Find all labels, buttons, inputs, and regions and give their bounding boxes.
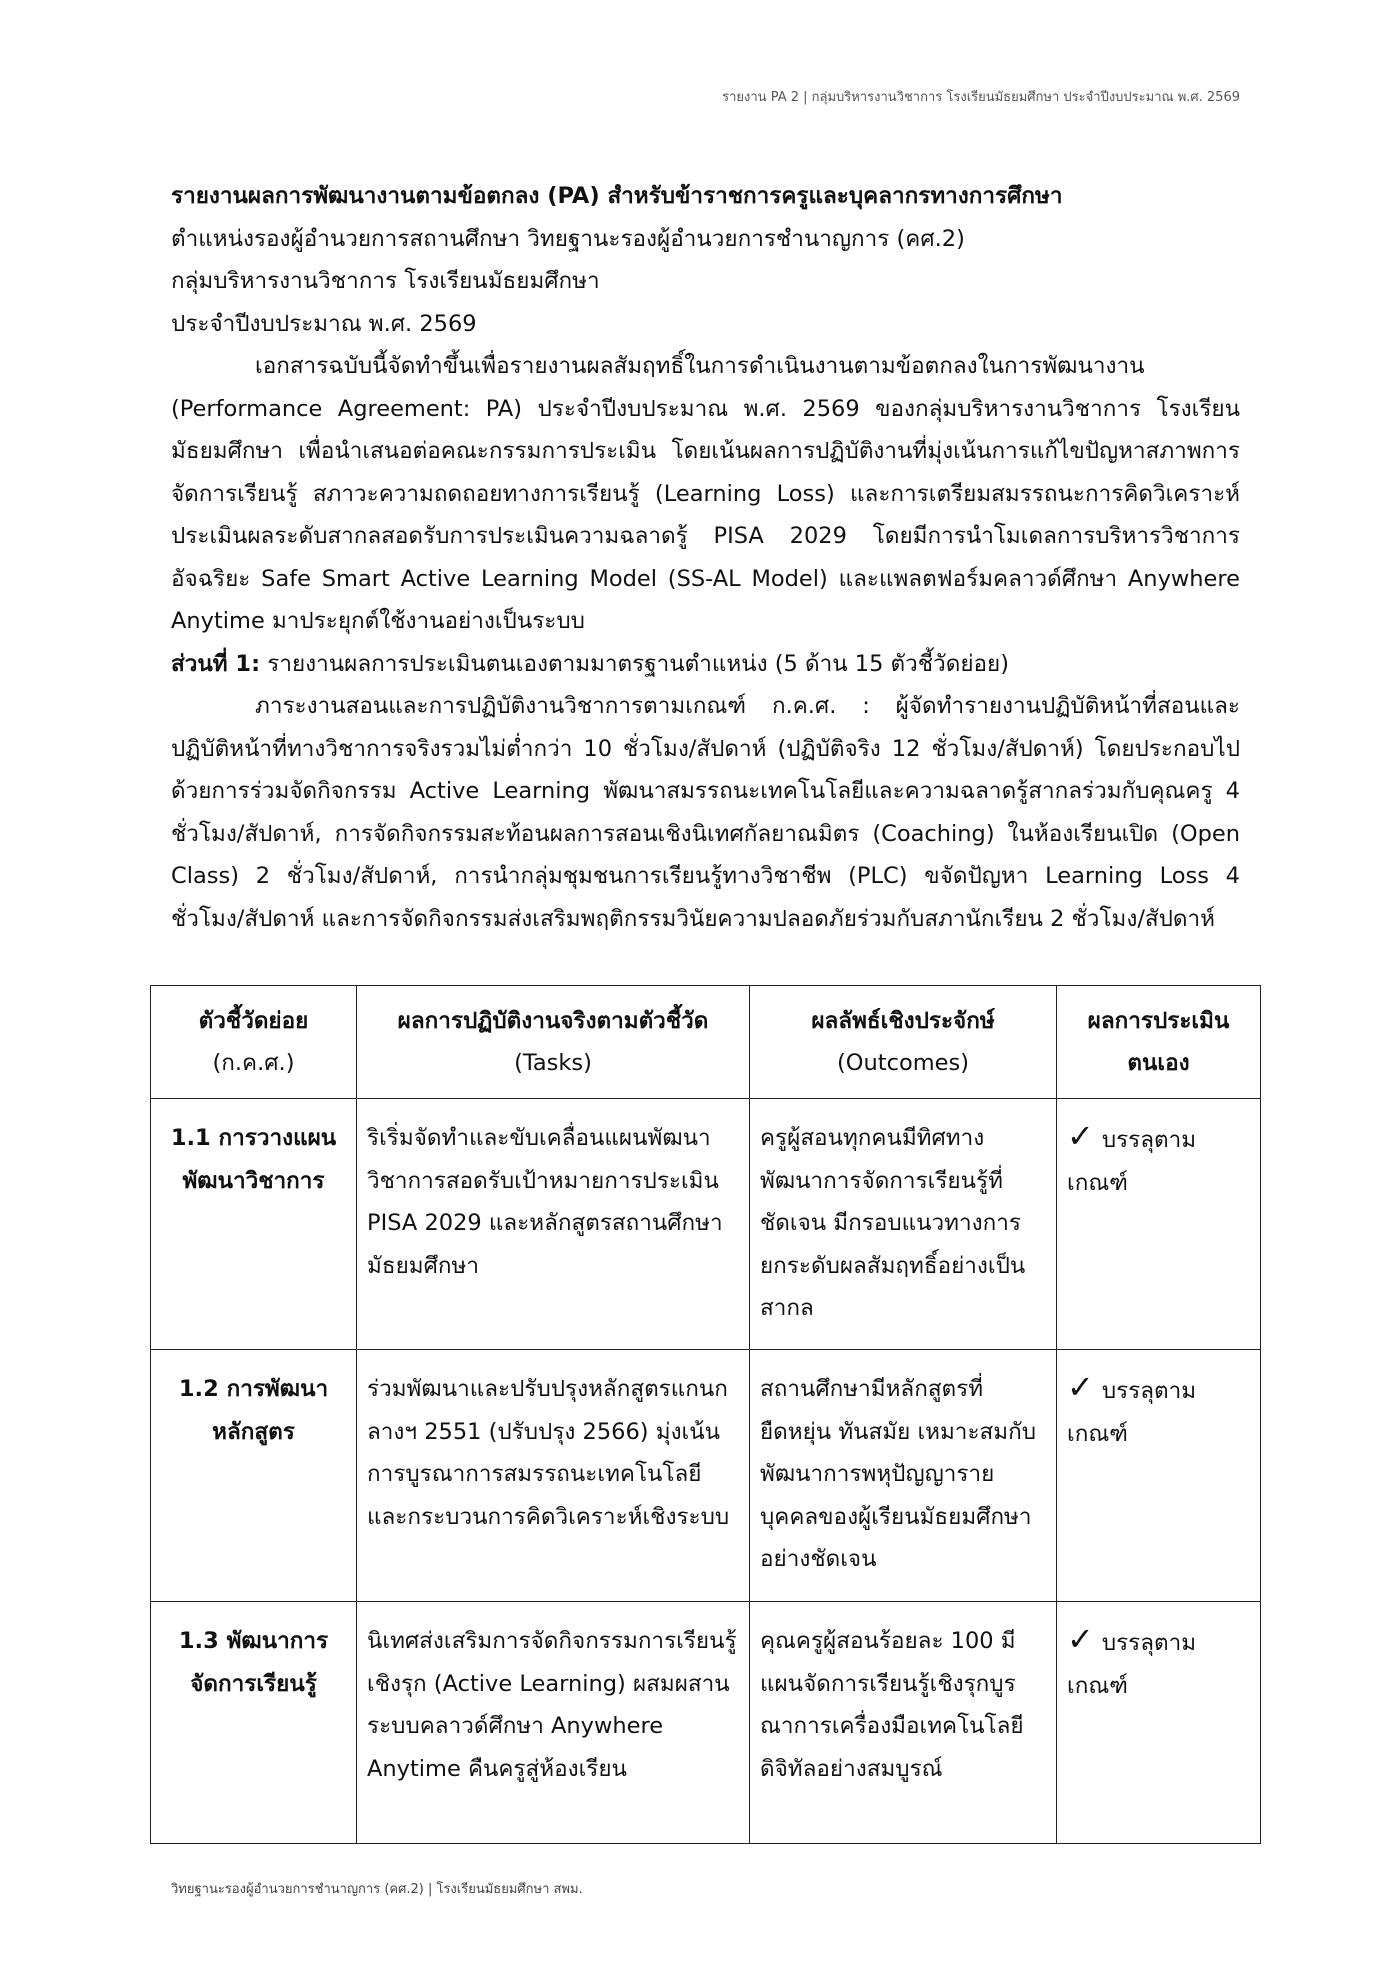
check-icon: ✓ [1067,1117,1094,1155]
tasks-cell: ร่วมพัฒนาและปรับปรุงหลักสูตรแกนกลางฯ 2551 (ปรับปรุง 2566) มุ่งเน้นการบูรณาการสมรรถนะเทคโนโลยีและกระบวนการคิดวิเคราะห์เชิงระบบ [357,1350,750,1602]
table-header-row [151,986,1261,1099]
outcomes-cell: สถานศึกษามีหลักสูตรที่ยืดหยุ่น ทันสมัย เหมาะสมกับพัฒนาการพหุปัญญารายบุคคลของผู้เรียนมัธยมศึกษาอย่างชัดเจน [750,1350,1057,1602]
header-outcomes: ผลลัพธ์เชิงประจักษ์ (Outcomes) [750,986,1057,1099]
document-body [171,175,1240,940]
indicator-cell: 1.2 การพัฒนาหลักสูตร [151,1350,357,1602]
header-self-assessment: ผลการประเมิน ตนเอง [1057,986,1261,1099]
section-text: รายงานผลการประเมินตนเองตามมาตรฐานตำแหน่ง (5 ด้าน 15 ตัวชี้วัดย่อย) [260,650,1009,677]
check-icon: ✓ [1067,1368,1094,1406]
indicator-cell: 1.1 การวางแผนพัฒนาวิชาการ [151,1099,357,1350]
result-cell [1057,1350,1261,1602]
outcomes-cell: ครูผู้สอนทุกคนมีทิศทางพัฒนาการจัดการเรียนรู้ที่ชัดเจน มีกรอบแนวทางการยกระดับผลสัมฤทธิ์อย่างเป็นสากล [750,1099,1057,1350]
workload-paragraph: ภาระงานสอนและการปฏิบัติงานวิชาการตามเกณฑ์ ก.ค.ศ. : ผู้จัดทำรายงานปฏิบัติหน้าที่สอนและปฏิบัติหน้าที่ทางวิชาการจริงรวมไม่ต่ำกว่า 10 ชั่วโมง/สัปดาห์ (ปฏิบัติจริง 12 ชั่วโมง/สัปดาห์) โดยประกอบไปด้วยการร่วมจัดกิจกรรม Active Learning พัฒนาสมรรถนะเทคโนโลยีและความฉลาดรู้สากลร่วมกับคุณครู 4 ชั่วโมง/สัปดาห์, การจัดกิจกรรมสะท้อนผลการสอนเชิงนิเทศกัลยาณมิตร (Coaching) ในห้องเรียนเปิด (Open Class) 2 ชั่วโมง/สัปดาห์, การนำกลุ่มชุมชนการเรียนรู้ทางวิชาชีพ (PLC) ขจัดปัญหา Learning Loss 4 ชั่วโมง/สัปดาห์ และการจัดกิจกรรมส่งเสริมพฤติกรรมวินัยความปลอดภัยร่วมกับสภานักเรียน 2 ชั่วโมง/สัปดาห์ [171,693,1240,932]
section-heading [171,643,1240,686]
table-row [151,1099,1261,1350]
result-cell [1057,1602,1261,1844]
section-label: ส่วนที่ 1: [171,650,261,677]
check-icon: ✓ [1067,1620,1094,1658]
result-text: บรรลุตามเกณฑ์ [1067,1378,1197,1447]
department-line: กลุ่มบริหารงานวิชาการ โรงเรียนมัธยมศึกษา [171,268,600,294]
table-row [151,1350,1261,1602]
header-indicator: ตัวชี้วัดย่อย (ก.ค.ศ.) [151,986,357,1099]
indicator-cell: 1.3 พัฒนาการจัดการเรียนรู้ [151,1602,357,1844]
intro-paragraph: เอกสารฉบับนี้จัดทำขึ้นเพื่อรายงานผลสัมฤทธิ์ในการดำเนินงานตามข้อตกลงในการพัฒนางาน (Performance Agreement: PA) ประจำปีงบประมาณ พ.ศ. 2569 ของกลุ่มบริหารงานวิชาการ โรงเรียนมัธยมศึกษา เพื่อนำเสนอต่อคณะกรรมการประเมิน โดยเน้นผลการปฏิบัติงานที่มุ่งเน้นการแก้ไขปัญหาสภาพการจัดการเรียนรู้ สภาวะความถดถอยทางการเรียนรู้ (Learning Loss) และการเตรียมสมรรถนะการคิดวิเคราะห์ประเมินผลระดับสากลสอดรับการประเมินความฉลาดรู้ PISA 2029 โดยมีการนำโมเดลการบริหารวิชาการอัจฉริยะ Safe Smart Active Learning Model (SS-AL Model) และแพลตฟอร์มคลาวด์ศึกษา Anywhere Anytime มาประยุกต์ใช้งานอย่างเป็นระบบ [171,353,1240,634]
page-header: รายงาน PA 2 | กลุ่มบริหารงานวิชาการ โรงเรียนมัธยมศึกษา ประจำปีงบประมาณ พ.ศ. 2569 [722,90,1240,105]
header-tasks: ผลการปฏิบัติงานจริงตามตัวชี้วัด (Tasks) [357,986,750,1099]
result-cell [1057,1099,1261,1350]
page-footer: วิทยฐานะรองผู้อำนวยการชำนาญการ (คศ.2) | โรงเรียนมัธยมศึกษา สพม. [171,1882,583,1897]
position-line: ตำแหน่งรองผู้อำนวยการสถานศึกษา วิทยฐานะรองผู้อำนวยการชำนาญการ (คศ.2) [171,225,965,252]
fiscal-year-line: ประจำปีงบประมาณ พ.ศ. 2569 [171,310,477,337]
outcomes-cell: คุณครูผู้สอนร้อยละ 100 มีแผนจัดการเรียนรู้เชิงรุกบูรณาการเครื่องมือเทคโนโลยีดิจิทัลอย่างสมบูรณ์ [750,1602,1057,1844]
result-text: บรรลุตามเกณฑ์ [1067,1630,1197,1699]
document-title: รายงานผลการพัฒนางานตามข้อตกลง (PA) สำหรับข้าราชการครูและบุคลากรทางการศึกษา [171,183,1063,209]
result-text: บรรลุตามเกณฑ์ [1067,1127,1197,1196]
self-assessment-table [150,985,1261,1844]
tasks-cell: นิเทศส่งเสริมการจัดกิจกรรมการเรียนรู้เชิงรุก (Active Learning) ผสมผสานระบบคลาวด์ศึกษา Anywhere Anytime คืนครูสู่ห้องเรียน [357,1602,750,1844]
table-row [151,1602,1261,1844]
tasks-cell: ริเริ่มจัดทำและขับเคลื่อนแผนพัฒนาวิชาการสอดรับเป้าหมายการประเมิน PISA 2029 และหลักสูตรสถานศึกษามัธยมศึกษา [357,1099,750,1350]
